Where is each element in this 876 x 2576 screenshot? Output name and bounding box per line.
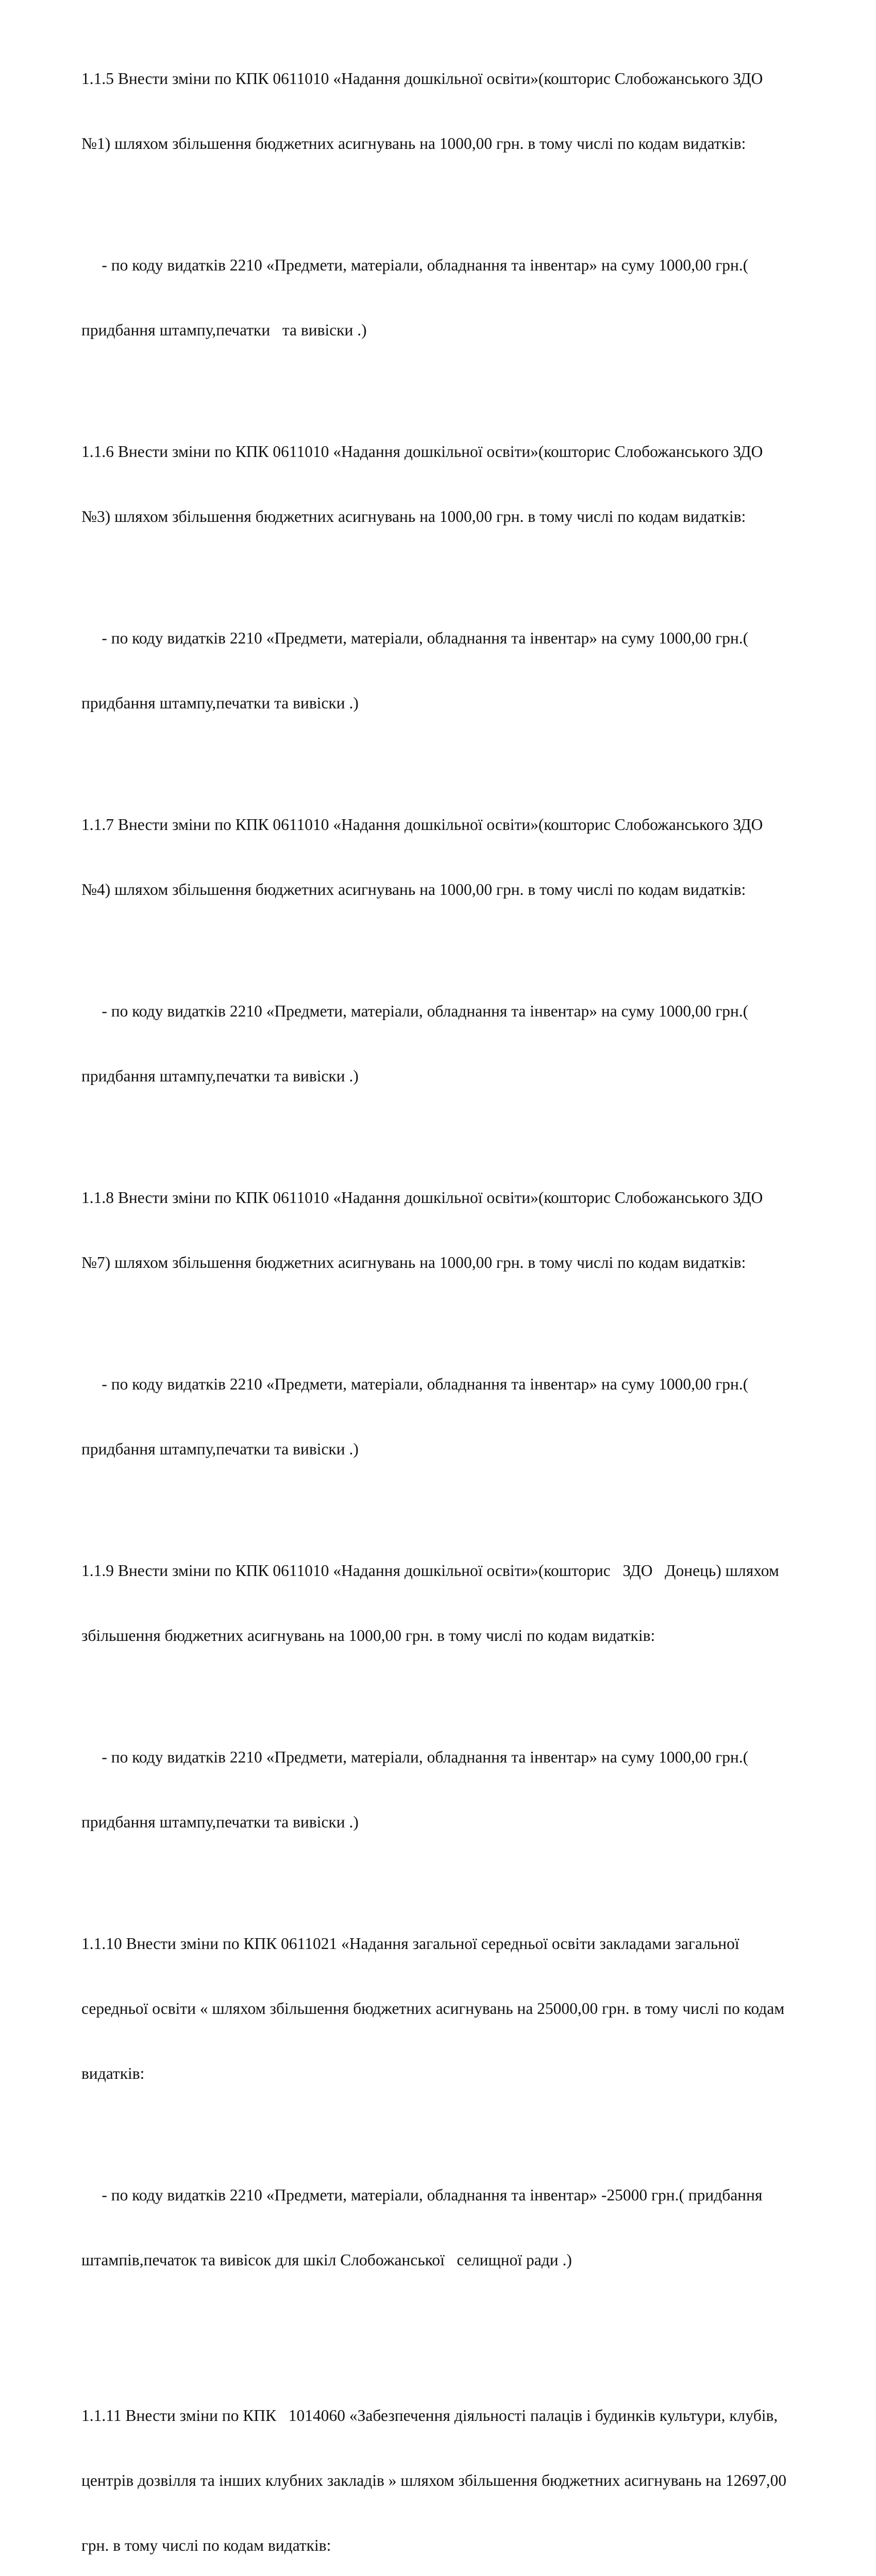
document-page xyxy=(81,25,830,2576)
text-line: штампів,печаток та вивісок для шкіл Слобожанської селищної ради .) xyxy=(81,2251,572,2269)
text-line: середньої освіти « шляхом збільшення бюджетних асигнувань на 25000,00 грн. в тому числі по кодам xyxy=(81,1999,785,2018)
text-line: - по коду видатків 2210 «Предмети, матеріали, обладнання та інвентар» на суму 1000,00 грн.( xyxy=(81,256,749,274)
text-line: придбання штампу,печатки та вивіски .) xyxy=(81,321,367,339)
paragraph-1-1-7-item xyxy=(81,957,830,1130)
paragraph-1-1-5 xyxy=(81,25,830,198)
text-line: 1.1.9 Внести зміни по КПК 0611010 «Надання дошкільної освіти»(кошторис ЗДО Донець) шляхом xyxy=(81,1562,779,1580)
text-line: №7) шляхом збільшення бюджетних асигнувань на 1000,00 грн. в тому числі по кодам видатків: xyxy=(81,1253,746,1272)
text-line: 1.1.5 Внести зміни по КПК 0611010 «Надання дошкільної освіти»(кошторис Слобожанського ЗДО xyxy=(81,70,763,88)
paragraph-1-1-7 xyxy=(81,771,830,944)
text-line: - по коду видатків 2210 «Предмети, матеріали, обладнання та інвентар» на суму 1000,00 грн.( xyxy=(81,1748,749,1766)
text-line: придбання штампу,печатки та вивіски .) xyxy=(81,1813,359,1831)
text-line: 1.1.7 Внести зміни по КПК 0611010 «Надання дошкільної освіти»(кошторис Слобожанського ЗДО xyxy=(81,816,763,834)
paragraph-1-1-6 xyxy=(81,398,830,571)
text-line: - по коду видатків 2210 «Предмети, матеріали, обладнання та інвентар» на суму 1000,00 грн.( xyxy=(81,1002,749,1020)
paragraph-1-1-5-item xyxy=(81,211,830,384)
text-line: - по коду видатків 2210 «Предмети, матеріали, обладнання та інвентар» на суму 1000,00 грн.( xyxy=(81,1375,749,1393)
text-line: - по коду видатків 2210 «Предмети, матеріали, обладнання та інвентар» на суму 1000,00 грн.( xyxy=(81,629,749,647)
text-line: №3) шляхом збільшення бюджетних асигнувань на 1000,00 грн. в тому числі по кодам видатків: xyxy=(81,507,746,526)
paragraph-1-1-6-item xyxy=(81,584,830,757)
text-line: №4) шляхом збільшення бюджетних асигнувань на 1000,00 грн. в тому числі по кодам видатків: xyxy=(81,880,746,899)
text-line: - по коду видатків 2210 «Предмети, матеріали, обладнання та інвентар» -25000 грн.( придбання xyxy=(81,2186,763,2204)
text-line: придбання штампу,печатки та вивіски .) xyxy=(81,1067,359,1085)
paragraph-1-1-11 xyxy=(81,2362,830,2576)
text-line: 1.1.6 Внести зміни по КПК 0611010 «Надання дошкільної освіти»(кошторис Слобожанського ЗДО xyxy=(81,443,763,461)
text-line: №1) шляхом збільшення бюджетних асигнувань на 1000,00 грн. в тому числі по кодам видатків: xyxy=(81,134,746,152)
paragraph-1-1-8 xyxy=(81,1144,830,1317)
text-line: придбання штампу,печатки та вивіски .) xyxy=(81,1440,359,1458)
text-line: центрів дозвілля та інших клубних закладів » шляхом збільшення бюджетних асигнувань на 12697,00 xyxy=(81,2471,787,2489)
paragraph-1-1-9 xyxy=(81,1517,830,1690)
paragraph-1-1-10-item xyxy=(81,2141,830,2314)
text-line: 1.1.8 Внести зміни по КПК 0611010 «Надання дошкільної освіти»(кошторис Слобожанського ЗДО xyxy=(81,1189,763,1207)
text-line: 1.1.11 Внести зміни по КПК 1014060 «Забезпечення діяльності палаців і будинків культури, клубів, xyxy=(81,2406,778,2425)
text-line: 1.1.10 Внести зміни по КПК 0611021 «Надання загальної середньої освіти закладами загальної xyxy=(81,1935,739,1953)
paragraph-1-1-9-item xyxy=(81,1703,830,1876)
paragraph-1-1-10 xyxy=(81,1890,830,2128)
paragraph-1-1-8-item xyxy=(81,1330,830,1503)
text-line: придбання штампу,печатки та вивіски .) xyxy=(81,694,359,712)
text-line: видатків: xyxy=(81,2064,145,2082)
text-line: грн. в тому числі по кодам видатків: xyxy=(81,2536,331,2554)
text-line: збільшення бюджетних асигнувань на 1000,00 грн. в тому числі по кодам видатків: xyxy=(81,1626,655,1645)
